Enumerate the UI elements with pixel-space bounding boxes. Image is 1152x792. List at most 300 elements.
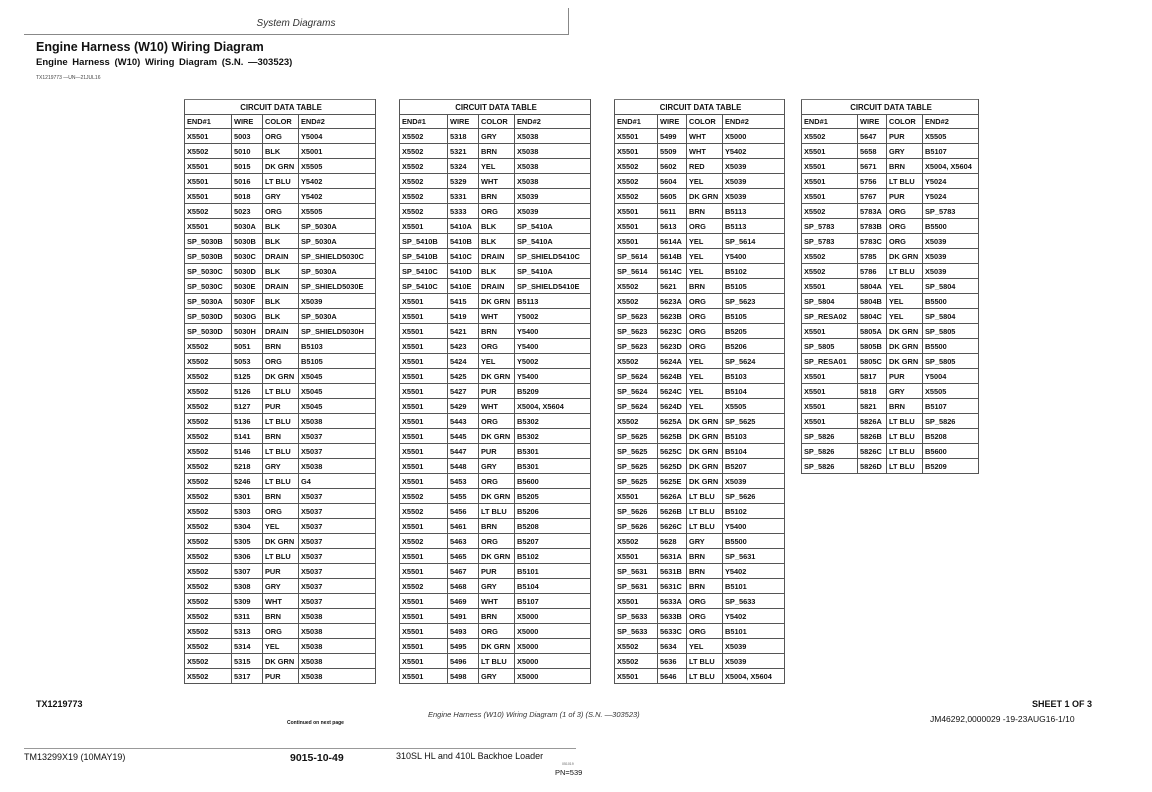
cell-end2: B5113	[723, 219, 785, 234]
table-row	[615, 219, 785, 234]
cell-wire: 5309	[232, 594, 263, 609]
cell-color: DK GRN	[687, 189, 723, 204]
cell-wire: 5804B	[858, 294, 887, 309]
table-row	[400, 294, 591, 309]
cell-wire: 5623A	[658, 294, 687, 309]
cell-wire: 5410C	[448, 249, 479, 264]
cell-color: DK GRN	[479, 489, 515, 504]
cell-color: LT BLU	[263, 384, 299, 399]
table-row	[615, 654, 785, 669]
cell-color: GRY	[479, 669, 515, 684]
cell-wire: 5053	[232, 354, 263, 369]
cell-end2: X5000	[723, 129, 785, 144]
cell-color: YEL	[479, 354, 515, 369]
cell-end1: X5501	[802, 414, 858, 429]
table-row	[185, 324, 376, 339]
table-row	[185, 204, 376, 219]
cell-end2: SP_SHIELD5030H	[299, 324, 376, 339]
cell-end2: X5037	[299, 489, 376, 504]
table-row	[400, 279, 591, 294]
cell-end1: X5502	[802, 129, 858, 144]
cell-wire: 5218	[232, 459, 263, 474]
cell-end1: SP_5633	[615, 609, 658, 624]
cell-wire: 5631B	[658, 564, 687, 579]
table-row	[802, 234, 979, 249]
cell-color: PUR	[887, 369, 923, 384]
cell-end2: Y5400	[723, 249, 785, 264]
cell-color: ORG	[687, 624, 723, 639]
cell-end2: X5001	[299, 144, 376, 159]
cell-end2: SP_5826	[923, 414, 979, 429]
cell-color: DK GRN	[887, 354, 923, 369]
cell-end2: Y5402	[299, 174, 376, 189]
table-row	[185, 474, 376, 489]
cell-color: LT BLU	[887, 414, 923, 429]
cell-end2: X5039	[515, 204, 591, 219]
cell-end2: B5105	[723, 309, 785, 324]
cell-color: ORG	[479, 534, 515, 549]
table-row	[400, 144, 591, 159]
table-row	[185, 534, 376, 549]
cell-end1: X5502	[400, 189, 448, 204]
cell-end1: X5502	[802, 264, 858, 279]
cell-color: ORG	[263, 129, 299, 144]
table-row	[185, 399, 376, 414]
cell-end2: B5302	[515, 429, 591, 444]
table-row	[615, 504, 785, 519]
table-row	[615, 564, 785, 579]
cell-wire: 5626C	[658, 519, 687, 534]
cell-end2: X5039	[723, 189, 785, 204]
table-row	[802, 249, 979, 264]
cell-color: ORG	[263, 504, 299, 519]
figure-id: TX1219773 —UN—21JUL16	[36, 75, 101, 81]
cell-color: ORG	[479, 204, 515, 219]
cell-wire: 5805A	[858, 324, 887, 339]
cell-wire: 5467	[448, 564, 479, 579]
cell-end2: B5301	[515, 459, 591, 474]
cell-end1: X5501	[400, 339, 448, 354]
cell-color: BRN	[263, 609, 299, 624]
cell-end1: SP_5826	[802, 459, 858, 474]
circuit-data-table-3	[614, 99, 785, 684]
cell-end2: X5505	[299, 204, 376, 219]
cell-wire: 5030A	[232, 219, 263, 234]
cell-end2: SP_5626	[723, 489, 785, 504]
cell-color: BRN	[887, 399, 923, 414]
page-number: 9015-10-49	[290, 752, 344, 764]
cell-end1: SP_5410C	[400, 264, 448, 279]
cell-wire: 5318	[448, 129, 479, 144]
cell-end1: SP_5631	[615, 579, 658, 594]
cell-end1: X5501	[615, 129, 658, 144]
cell-wire: 5423	[448, 339, 479, 354]
cell-end1: X5502	[400, 144, 448, 159]
table-row	[185, 354, 376, 369]
cell-end1: X5501	[615, 594, 658, 609]
table-row	[802, 309, 979, 324]
cell-end1: SP_5623	[615, 324, 658, 339]
cell-end2: X5505	[923, 384, 979, 399]
table-row	[400, 414, 591, 429]
cell-end1: X5501	[185, 219, 232, 234]
cell-end2: X5505	[299, 159, 376, 174]
table-row	[615, 234, 785, 249]
table-row	[185, 429, 376, 444]
page-subtitle: Engine Harness (W10) Wiring Diagram (S.N. —303523)	[36, 57, 293, 68]
cell-wire: 5614C	[658, 264, 687, 279]
cell-wire: 5331	[448, 189, 479, 204]
cell-end2: B5500	[723, 534, 785, 549]
table-row	[802, 204, 979, 219]
cell-color: DK GRN	[479, 639, 515, 654]
cell-end1: X5502	[615, 654, 658, 669]
cell-end2: B5103	[723, 369, 785, 384]
cell-wire: 5314	[232, 639, 263, 654]
table-row	[185, 249, 376, 264]
cell-color: BRN	[263, 489, 299, 504]
table-row	[802, 264, 979, 279]
cell-end1: X5501	[400, 474, 448, 489]
cell-wire: 5315	[232, 654, 263, 669]
cell-color: YEL	[687, 639, 723, 654]
cell-end1: X5501	[400, 609, 448, 624]
cell-end1: X5502	[185, 339, 232, 354]
cell-end2: SP_SHIELD5030C	[299, 249, 376, 264]
cell-end2: SP_SHIELD5410E	[515, 279, 591, 294]
table-row	[185, 129, 376, 144]
cell-end2: B5207	[723, 459, 785, 474]
cell-color: YEL	[687, 249, 723, 264]
cell-end1: X5501	[615, 234, 658, 249]
cell-end2: SP_5783	[923, 204, 979, 219]
cell-end1: X5502	[615, 639, 658, 654]
table-row	[615, 534, 785, 549]
cell-color: BRN	[887, 159, 923, 174]
cell-color: ORG	[263, 204, 299, 219]
cell-wire: 5826B	[858, 429, 887, 444]
cell-end1: X5502	[185, 459, 232, 474]
cell-end2: Y5402	[723, 144, 785, 159]
table-row	[615, 369, 785, 384]
table-row	[185, 504, 376, 519]
cell-wire: 5804A	[858, 279, 887, 294]
cell-end1: X5502	[615, 174, 658, 189]
cell-wire: 5246	[232, 474, 263, 489]
cell-color: DRAIN	[263, 324, 299, 339]
cell-wire: 5030B	[232, 234, 263, 249]
cell-wire: 5469	[448, 594, 479, 609]
cell-color: DRAIN	[263, 279, 299, 294]
continued-note: Continued on next page	[287, 720, 344, 726]
cell-wire: 5443	[448, 414, 479, 429]
cell-end2: Y5402	[723, 564, 785, 579]
cell-end1: SP_5804	[802, 294, 858, 309]
table-row	[615, 519, 785, 534]
table-row	[615, 249, 785, 264]
cell-wire: 5625A	[658, 414, 687, 429]
cell-color: WHT	[479, 174, 515, 189]
table-row	[400, 369, 591, 384]
cell-end1: X5501	[400, 369, 448, 384]
cell-end2: SP_5631	[723, 549, 785, 564]
cell-wire: 5324	[448, 159, 479, 174]
column-header-row	[400, 115, 591, 129]
cell-wire: 5030E	[232, 279, 263, 294]
cell-end1: X5502	[400, 489, 448, 504]
cell-end1: SP_5625	[615, 459, 658, 474]
cell-wire: 5624B	[658, 369, 687, 384]
cell-end1: X5502	[615, 294, 658, 309]
table-caption: CIRCUIT DATA TABLE	[185, 100, 376, 115]
cell-end1: X5502	[185, 654, 232, 669]
machine-name: 310SL HL and 410L Backhoe Loader	[396, 751, 544, 761]
cell-end2: X5038	[515, 159, 591, 174]
cell-end2: X5037	[299, 534, 376, 549]
table-row	[802, 459, 979, 474]
cell-wire: 5633A	[658, 594, 687, 609]
table-row	[185, 174, 376, 189]
cell-color: GRY	[263, 189, 299, 204]
cell-wire: 5410A	[448, 219, 479, 234]
cell-end2: Y5004	[299, 129, 376, 144]
cell-wire: 5613	[658, 219, 687, 234]
cell-color: BLK	[263, 144, 299, 159]
table-row	[185, 219, 376, 234]
cell-color: BLK	[263, 264, 299, 279]
table-row	[400, 234, 591, 249]
cell-wire: 5030F	[232, 294, 263, 309]
cell-color: GRY	[263, 459, 299, 474]
cell-color: DK GRN	[887, 324, 923, 339]
cell-end1: X5501	[400, 549, 448, 564]
cell-end1: X5501	[615, 549, 658, 564]
footer-divider	[24, 748, 576, 749]
cell-end1: X5502	[185, 564, 232, 579]
cell-wire: 5783A	[858, 204, 887, 219]
cell-end2: SP_5804	[923, 309, 979, 324]
table-row	[615, 414, 785, 429]
cell-end1: X5502	[185, 534, 232, 549]
cell-end1: X5502	[400, 129, 448, 144]
cell-color: LT BLU	[687, 489, 723, 504]
cell-end1: X5501	[400, 654, 448, 669]
cell-end1: X5501	[400, 564, 448, 579]
table-row	[615, 279, 785, 294]
cell-end1: SP_5410B	[400, 249, 448, 264]
cell-wire: 5625B	[658, 429, 687, 444]
cell-color: YEL	[687, 234, 723, 249]
cell-color: LT BLU	[479, 504, 515, 519]
cell-end2: X5000	[515, 654, 591, 669]
table-row	[400, 399, 591, 414]
cell-end1: X5502	[400, 204, 448, 219]
table-row	[400, 489, 591, 504]
cell-end2: B5208	[923, 429, 979, 444]
cell-color: BRN	[687, 549, 723, 564]
cell-end1: SP_5805	[802, 339, 858, 354]
cell-end1: X5501	[400, 444, 448, 459]
cell-color: DK GRN	[263, 534, 299, 549]
table-caption: CIRCUIT DATA TABLE	[802, 100, 979, 115]
cell-end2: B5105	[299, 354, 376, 369]
cell-color: LT BLU	[887, 459, 923, 474]
table-row	[185, 144, 376, 159]
cell-color: ORG	[263, 354, 299, 369]
table-row	[615, 324, 785, 339]
cell-end2: X5000	[515, 609, 591, 624]
table-row	[802, 414, 979, 429]
cell-color: GRY	[479, 579, 515, 594]
cell-end2: SP_5030A	[299, 219, 376, 234]
cell-end2: B5107	[923, 399, 979, 414]
cell-end1: SP_5624	[615, 369, 658, 384]
cell-end1: SP_RESA01	[802, 354, 858, 369]
cell-end1: X5501	[185, 174, 232, 189]
cell-end2: X5037	[299, 444, 376, 459]
cell-end1: X5501	[400, 294, 448, 309]
cell-wire: 5030H	[232, 324, 263, 339]
cell-end1: X5502	[185, 429, 232, 444]
cell-end1: X5501	[615, 489, 658, 504]
cell-end1: X5502	[185, 594, 232, 609]
cell-end2: G4	[299, 474, 376, 489]
cell-wire: 5303	[232, 504, 263, 519]
cell-wire: 5447	[448, 444, 479, 459]
table-row	[400, 219, 591, 234]
cell-wire: 5671	[858, 159, 887, 174]
table-row	[400, 174, 591, 189]
running-header	[24, 8, 569, 35]
table-row	[615, 339, 785, 354]
cell-color: PUR	[479, 384, 515, 399]
page-title: Engine Harness (W10) Wiring Diagram	[36, 40, 264, 54]
cell-wire: 5491	[448, 609, 479, 624]
cell-color: ORG	[887, 204, 923, 219]
table-row	[802, 219, 979, 234]
cell-wire: 5321	[448, 144, 479, 159]
table-row	[400, 309, 591, 324]
cell-color: DK GRN	[687, 444, 723, 459]
cell-wire: 5425	[448, 369, 479, 384]
cell-wire: 5626A	[658, 489, 687, 504]
cell-end1: X5501	[802, 144, 858, 159]
cell-color: BLK	[479, 234, 515, 249]
cell-end1: X5501	[185, 189, 232, 204]
cell-end2: X5039	[723, 654, 785, 669]
cell-end1: X5502	[400, 159, 448, 174]
table-row	[185, 579, 376, 594]
column-header-wire: WIRE	[858, 115, 887, 129]
cell-end2: Y5004	[923, 369, 979, 384]
cell-end2: X5045	[299, 399, 376, 414]
cell-color: DK GRN	[887, 249, 923, 264]
column-header-end2: END#2	[515, 115, 591, 129]
cell-color: DK GRN	[263, 654, 299, 669]
cell-end2: SP_5410A	[515, 219, 591, 234]
cell-end2: B5102	[515, 549, 591, 564]
cell-end2: B5101	[723, 579, 785, 594]
column-header-wire: WIRE	[232, 115, 263, 129]
cell-wire: 5010	[232, 144, 263, 159]
cell-color: RED	[687, 159, 723, 174]
cell-wire: 5826A	[858, 414, 887, 429]
cell-color: LT BLU	[479, 654, 515, 669]
cell-wire: 5647	[858, 129, 887, 144]
cell-end2: X5039	[923, 249, 979, 264]
cell-color: PUR	[263, 564, 299, 579]
cell-wire: 5634	[658, 639, 687, 654]
column-header-wire: WIRE	[658, 115, 687, 129]
sheet-indicator: SHEET 1 OF 3	[1032, 699, 1093, 709]
cell-end1: SP_5030C	[185, 264, 232, 279]
cell-wire: 5631C	[658, 579, 687, 594]
cell-color: WHT	[479, 594, 515, 609]
cell-color: ORG	[887, 234, 923, 249]
cell-color: BRN	[263, 429, 299, 444]
cell-end1: X5502	[400, 174, 448, 189]
cell-end2: X5004, X5604	[923, 159, 979, 174]
cell-end1: X5502	[185, 639, 232, 654]
cell-wire: 5623D	[658, 339, 687, 354]
cell-end1: X5501	[400, 639, 448, 654]
cell-end2: X5038	[299, 414, 376, 429]
cell-end2: Y5402	[299, 189, 376, 204]
cell-wire: 5786	[858, 264, 887, 279]
table-row	[185, 519, 376, 534]
cell-end2: X5038	[299, 639, 376, 654]
column-header-color: COLOR	[263, 115, 299, 129]
table-row	[802, 444, 979, 459]
cell-color: YEL	[887, 279, 923, 294]
cell-end2: B5102	[723, 264, 785, 279]
table-row	[615, 309, 785, 324]
table-row	[185, 564, 376, 579]
cell-end2: B5302	[515, 414, 591, 429]
manual-id: TM13299X19 (10MAY19)	[24, 752, 126, 762]
cell-color: ORG	[687, 609, 723, 624]
cell-end1: X5502	[185, 474, 232, 489]
cell-end2: Y5400	[723, 519, 785, 534]
column-header-row	[185, 115, 376, 129]
cell-end2: Y5400	[515, 339, 591, 354]
cell-end1: X5501	[400, 429, 448, 444]
cell-wire: 5419	[448, 309, 479, 324]
cell-end2: B5104	[515, 579, 591, 594]
cell-end2: SP_5623	[723, 294, 785, 309]
cell-end1: SP_5614	[615, 249, 658, 264]
table-row	[185, 264, 376, 279]
table-row	[615, 594, 785, 609]
cell-end1: X5502	[615, 189, 658, 204]
cell-end1: X5501	[802, 399, 858, 414]
cell-wire: 5621	[658, 279, 687, 294]
table-row	[615, 159, 785, 174]
cell-end2: Y5024	[923, 189, 979, 204]
cell-wire: 5030D	[232, 264, 263, 279]
cell-end1: X5502	[185, 444, 232, 459]
cell-color: WHT	[479, 309, 515, 324]
cell-color: BLK	[479, 219, 515, 234]
cell-wire: 5307	[232, 564, 263, 579]
cell-color: BRN	[479, 144, 515, 159]
table-row	[185, 489, 376, 504]
cell-end1: X5502	[185, 549, 232, 564]
cell-color: DK GRN	[687, 429, 723, 444]
table-row	[185, 549, 376, 564]
cell-color: ORG	[479, 624, 515, 639]
cell-end2: B5102	[723, 504, 785, 519]
